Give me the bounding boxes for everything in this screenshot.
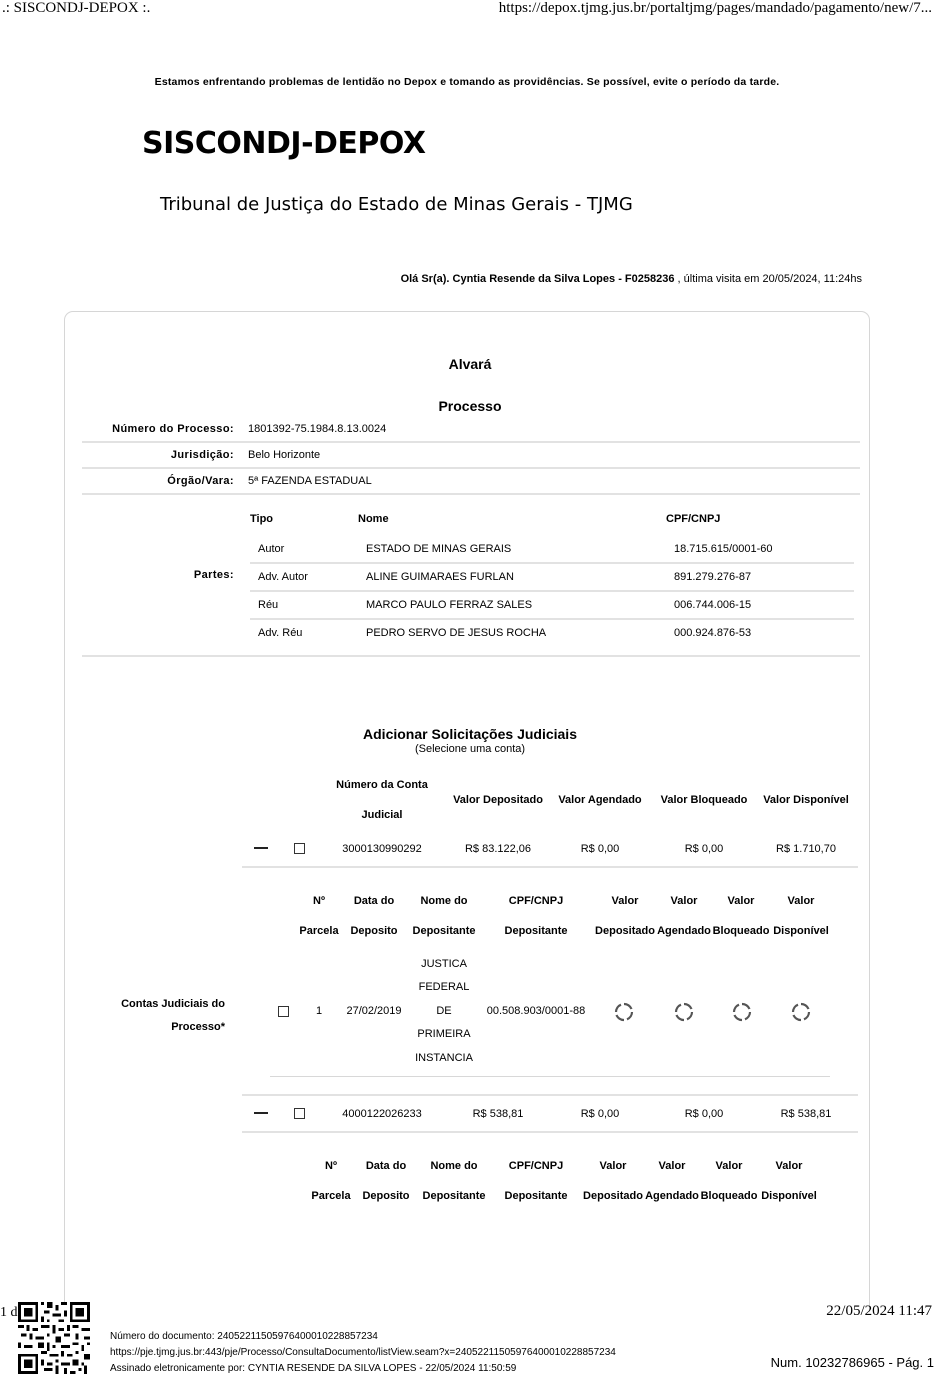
sub-header: Disponível [773, 925, 829, 937]
field-label-processo: Número do Processo: [112, 423, 234, 435]
parcela-num: 1 [315, 1005, 323, 1017]
parte-tipo: Réu [258, 599, 279, 611]
divider [82, 655, 860, 657]
checkbox-icon[interactable] [278, 1006, 289, 1017]
sub-header: Valor [715, 1160, 743, 1172]
sub-header: Valor [670, 895, 698, 907]
account-agendado: R$ 0,00 [580, 843, 620, 855]
parcela-nome-line: DE [436, 1005, 452, 1017]
greeting-user: Cyntia Resende da Silva Lopes - F0258236 [452, 273, 675, 285]
col-header-bloqueado: Valor Bloqueado [660, 794, 748, 806]
sub-header: Data do [365, 1160, 407, 1172]
checkbox-icon[interactable] [294, 843, 305, 854]
parte-tipo: Adv. Réu [258, 627, 303, 639]
solicitacoes-subtitle: (Selecione uma conta) [414, 743, 526, 755]
footer-num: Num. 10232786965 - Pág. 1 [770, 1355, 934, 1370]
sub-header: Valor [787, 895, 815, 907]
app-title: SISCONDJ-DEPOX [142, 126, 426, 161]
footer-signed: Assinado eletronicamente por: CYNTIA RESENDE DA SILVA LOPES - 22/05/2024 11:50:59 [110, 1363, 517, 1374]
divider [242, 1094, 858, 1096]
sub-header: Deposito [362, 1190, 410, 1202]
sub-header: Valor [727, 895, 755, 907]
parte-nome: MARCO PAULO FERRAZ SALES [366, 599, 533, 611]
parcela-nome-line: JUSTICA [421, 958, 467, 970]
account-disponivel: R$ 538,81 [780, 1108, 832, 1120]
col-header-agendado: Valor Agendado [558, 794, 642, 806]
sub-header: Valor [775, 1160, 803, 1172]
parcela-doc: 00.508.903/0001-88 [486, 1005, 586, 1017]
sub-header: Valor [611, 895, 639, 907]
refresh-icon [732, 1002, 752, 1022]
sub-header: Depositante [412, 925, 476, 937]
col-header-disponivel: Valor Disponível [763, 794, 849, 806]
parte-nome: PEDRO SERVO DE JESUS ROCHA [366, 627, 547, 639]
footer-datetime: 22/05/2024 11:47 [826, 1303, 932, 1319]
field-value-jurisdicao: Belo Horizonte [248, 449, 321, 461]
checkbox-icon[interactable] [294, 1108, 305, 1119]
parcela-nome-line: PRIMEIRA [417, 1028, 471, 1040]
refresh-icon [614, 1002, 634, 1022]
account-bloqueado: R$ 0,00 [684, 843, 724, 855]
account-disponivel: R$ 1.710,70 [776, 843, 836, 855]
footer-doc-number: Número do documento: 24052211505976400010228857234 [110, 1331, 378, 1342]
col-header-conta-1: Número da Conta [336, 779, 428, 791]
parcela-nome-line: FEDERAL [418, 981, 470, 993]
refresh-icon [791, 1002, 811, 1022]
refresh-icon [674, 1002, 694, 1022]
partes-label: Partes: [193, 569, 234, 581]
parte-nome: ESTADO DE MINAS GERAIS [366, 543, 512, 555]
divider [242, 1131, 858, 1133]
sub-header: Agendado [657, 925, 711, 937]
sub-header: Bloqueado [712, 925, 770, 937]
divider [250, 590, 854, 592]
field-label-orgao: Órgão/Vara: [167, 475, 234, 487]
sub-header: Data do [353, 895, 395, 907]
sub-header: Valor [658, 1160, 686, 1172]
field-value-orgao: 5ª FAZENDA ESTADUAL [248, 475, 372, 487]
browser-url: https://depox.tjmg.jus.br/portaltjmg/pages/mandado/pagamento/new/7... [498, 0, 932, 16]
parte-doc: 891.279.276-87 [674, 571, 752, 583]
sub-header: Depositante [504, 925, 568, 937]
sub-header: Parcela [299, 925, 339, 937]
divider [242, 866, 858, 868]
sub-header: Disponível [761, 1190, 817, 1202]
sub-header: Agendado [645, 1190, 699, 1202]
section-title: Processo [438, 398, 502, 414]
sub-header: Nome do [420, 895, 468, 907]
sub-header: Depositante [422, 1190, 486, 1202]
sub-header: Deposito [350, 925, 398, 937]
divider [82, 441, 860, 443]
sub-header: Depositado [595, 925, 655, 937]
contas-label: Processo* [171, 1021, 225, 1033]
parcela-nome-line: INSTANCIA [415, 1052, 473, 1064]
sub-header: Nº [325, 1160, 337, 1172]
notice-banner: Estamos enfrentando problemas de lentidão no Depox e tomando as providências. Se possível, evite o período da tarde. [154, 76, 780, 88]
parte-tipo: Autor [258, 543, 285, 555]
parte-doc: 006.744.006-15 [674, 599, 752, 611]
divider [250, 562, 854, 564]
partes-header-doc: CPF/CNPJ [666, 513, 721, 525]
parcela-data: 27/02/2019 [346, 1005, 402, 1017]
field-label-jurisdicao: Jurisdição: [170, 449, 234, 461]
account-numero: 4000122026233 [342, 1108, 422, 1120]
contas-label: Contas Judiciais do [121, 998, 225, 1010]
qr-code [18, 1302, 90, 1374]
account-agendado: R$ 0,00 [580, 1108, 620, 1120]
divider [82, 493, 860, 495]
sub-header: Parcela [311, 1190, 351, 1202]
col-header-conta-2: Judicial [361, 809, 403, 821]
minus-icon[interactable] [254, 847, 268, 849]
sub-header: CPF/CNPJ [508, 1160, 564, 1172]
sub-header: CPF/CNPJ [508, 895, 564, 907]
footer-page-label: 1 d [0, 1305, 18, 1320]
panel-title: Alvará [448, 356, 492, 372]
greeting-last-visit: , última visita em 20/05/2024, 11:24hs [677, 273, 862, 285]
account-depositado: R$ 538,81 [472, 1108, 524, 1120]
sub-header: Nº [313, 895, 325, 907]
solicitacoes-title: Adicionar Solicitações Judiciais [363, 726, 577, 742]
parte-nome: ALINE GUIMARAES FURLAN [366, 571, 514, 583]
col-header-depositado: Valor Depositado [453, 794, 543, 806]
partes-header-nome: Nome [358, 513, 389, 525]
browser-page-title: .: SISCONDJ-DEPOX :. [2, 0, 151, 16]
sub-header: Depositante [504, 1190, 568, 1202]
parte-doc: 000.924.876-53 [674, 627, 752, 639]
greeting-prefix: Olá Sr(a). [400, 273, 450, 285]
account-numero: 3000130990292 [342, 843, 422, 855]
sub-header: Depositado [583, 1190, 643, 1202]
divider [250, 618, 854, 620]
sub-header: Nome do [430, 1160, 478, 1172]
sub-header: Bloqueado [700, 1190, 758, 1202]
divider [270, 1076, 830, 1077]
account-depositado: R$ 83.122,06 [464, 843, 532, 855]
sub-header: Valor [599, 1160, 627, 1172]
parte-doc: 18.715.615/0001-60 [674, 543, 773, 555]
footer-doc-url[interactable]: https://pje.tjmg.jus.br:443/pje/Processo/ConsultaDocumento/listView.seam?x=24052211505976400010228857234 [110, 1347, 616, 1358]
app-subtitle: Tribunal de Justiça do Estado de Minas Gerais - TJMG [160, 194, 633, 215]
partes-header-tipo: Tipo [250, 513, 274, 525]
user-greeting [401, 273, 862, 285]
divider [82, 467, 860, 469]
parte-tipo: Adv. Autor [258, 571, 308, 583]
field-value-processo: 1801392-75.1984.8.13.0024 [248, 423, 387, 435]
account-bloqueado: R$ 0,00 [684, 1108, 724, 1120]
minus-icon[interactable] [254, 1112, 268, 1114]
